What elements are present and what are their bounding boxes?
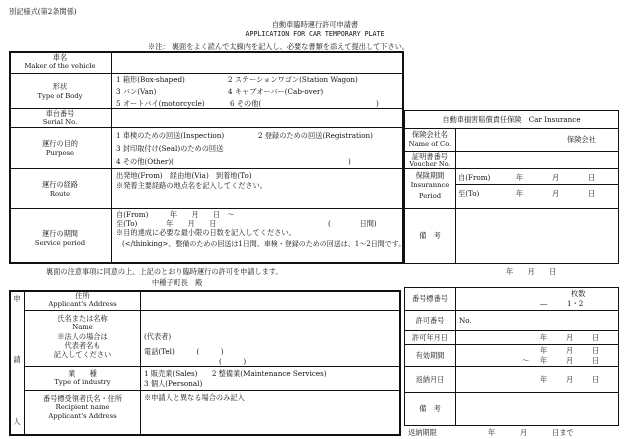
body-type-label-jp: 形状 [52, 82, 68, 91]
declaration-date[interactable]: 年 月 日 [506, 267, 557, 276]
applicant-side-char-2: 請 [13, 355, 21, 364]
insurance-company-suffix: 保険会社 [567, 135, 596, 144]
valid-from-month[interactable]: 月 [566, 346, 574, 355]
voucher-label-en: Voucher No. [409, 160, 451, 168]
purpose-option-other[interactable]: 4 その他(Other)( [116, 157, 174, 166]
return-date-label: 返納月日 [415, 375, 445, 384]
plate-count-label: 枚数 [571, 289, 586, 298]
name-label-jp: 氏名または名称 [57, 314, 108, 323]
insurance-company-label-jp: 保険会社名 [412, 130, 448, 139]
period-days[interactable]: ( 日間) [328, 219, 377, 228]
body-option-cab-over[interactable]: 4 キャブオーバー(Cab-over) [228, 87, 324, 96]
form-label: 別記様式(第2条関係) [9, 7, 77, 16]
industry-label-jp: 業 種 [68, 369, 97, 378]
valid-from-year[interactable]: 年 [540, 346, 548, 355]
body-option-other[interactable]: 6 その他( [230, 99, 262, 108]
period-label-en: Service period [34, 239, 86, 247]
insurance-remarks-field[interactable] [457, 210, 617, 262]
applicant-side-char-3: 人 [13, 417, 21, 426]
insurance-from-month[interactable]: 月 [552, 173, 560, 182]
return-date-year[interactable]: 年 [540, 375, 548, 384]
deadline-year[interactable]: 年 [488, 428, 496, 437]
recipient-label-en2: Applicant's Address [48, 412, 117, 420]
route-field[interactable] [113, 191, 402, 207]
period-label-jp: 運行の期間 [42, 229, 78, 238]
purpose-option-inspection[interactable]: 1 車検のための回送(Inspection) [116, 131, 225, 140]
industry-options-1[interactable]: 1 販売業(Sales) 2 整備業(Maintenance Services) [144, 369, 327, 378]
insurance-remarks-label: 備 考 [419, 231, 441, 240]
permit-date-label: 許可年月日 [412, 333, 448, 342]
industry-options-2[interactable]: 3 個人(Personal) [144, 379, 203, 388]
insurance-period-label-en2: Period [418, 192, 442, 200]
recipient-label-jp: 番号標受領者氏名・住所 [42, 394, 123, 403]
voucher-label-jp: 証明書番号 [412, 152, 448, 161]
valid-period-label: 有効期間 [415, 351, 445, 360]
valid-period-tilde: ～ [522, 356, 530, 365]
period-note2: (</thinking>、整備のための回送は1日間、車検・登録のための回送は、1～2日間です。) [122, 240, 405, 248]
address-field[interactable] [142, 292, 399, 309]
insurance-period-label-en1: Insurannce [410, 181, 450, 189]
deadline-month[interactable]: 月 [520, 428, 528, 437]
body-option-box[interactable]: 1 箱形(Box-shaped) [116, 75, 185, 84]
valid-to-day[interactable]: 日 [592, 356, 600, 365]
serial-label-jp: 車台番号 [45, 109, 75, 118]
insurance-from-day[interactable]: 日 [588, 173, 596, 182]
form-title-jp: 自動車臨時運行許可申請書 [271, 20, 359, 29]
address-label-en: Applicant's Address [48, 300, 117, 308]
name-note-2: 代表者名も [64, 341, 101, 350]
name-field[interactable] [142, 312, 399, 330]
purpose-option-seal[interactable]: 3 封印取付け(Seal)のための回送 [116, 144, 224, 153]
insurance-to-day[interactable]: 日 [588, 189, 596, 198]
valid-to-month[interactable]: 月 [566, 356, 574, 365]
route-label-en: Route [49, 190, 71, 198]
address-label-jp: 住所 [75, 291, 90, 300]
insurance-from-year[interactable]: 年 [516, 173, 524, 182]
route-label-jp: 運行の経路 [42, 180, 78, 189]
permit-no-prefix[interactable]: No. [459, 316, 472, 325]
representative-label: (代表者) [144, 332, 172, 341]
purpose-label-en: Purpose [45, 149, 75, 157]
serial-label-en: Serial No. [42, 118, 78, 126]
plate-no-label: 番号標番号 [412, 294, 448, 303]
vehicle-name-field[interactable] [113, 53, 402, 72]
period-to[interactable]: 至(To) 年 月 日 [116, 219, 217, 228]
serial-field[interactable] [113, 110, 402, 126]
name-label-en: Name [72, 323, 93, 331]
office-remarks-field[interactable] [457, 394, 617, 424]
form-title-en: APPLICATION FOR CAR TEMPORARY PLATE [245, 30, 385, 38]
permit-no-label: 許可番号 [415, 316, 445, 325]
applicant-side-char-1: 申 [13, 294, 21, 303]
body-option-van[interactable]: 3 バン(Van) [116, 87, 157, 96]
permit-date-day[interactable]: 日 [592, 333, 600, 342]
plate-count-value[interactable]: 1・2 [567, 299, 584, 308]
valid-from-day[interactable]: 日 [592, 346, 600, 355]
label-column-divider [111, 51, 112, 264]
insurance-to-month[interactable]: 月 [552, 189, 560, 198]
addressee: 中種子町長 殿 [152, 278, 203, 287]
voucher-field[interactable] [457, 153, 617, 167]
purpose-option-other-close: ) [348, 157, 351, 166]
return-deadline-label: 返納期限 [408, 428, 437, 437]
form-note: ※注： 裏面をよく読んで太線内を記入し、必要な書類を添えて提出して下さい。 [148, 42, 410, 51]
phone-second[interactable]: ( ) [219, 357, 247, 366]
insurance-to-label: 至(To) [458, 189, 480, 198]
phone-label[interactable]: 電話(Tel) ( ) [144, 347, 224, 356]
plate-dash: ― [540, 299, 548, 308]
valid-to-year[interactable]: 年 [540, 356, 548, 365]
office-remarks-label: 備 考 [419, 404, 441, 413]
industry-label-en: Type of industry [54, 378, 111, 386]
declaration-text: 裏面の注意事項に同意の上、上記のとおり臨時運行の許可を申請します。 [46, 267, 283, 276]
deadline-suffix: 日まで [552, 428, 574, 437]
vehicle-name-label-jp: 車名 [52, 53, 68, 62]
insurance-period-label-jp: 保険期間 [415, 171, 445, 180]
body-type-label-en: Type of Body [37, 92, 83, 100]
insurance-from-label: 自(From) [458, 173, 491, 182]
purpose-label-jp: 運行の目的 [42, 139, 78, 148]
permit-date-year[interactable]: 年 [540, 333, 548, 342]
body-option-motorcycle[interactable]: 5 オートバイ(motorcycle) [116, 99, 205, 108]
vehicle-name-label-en: Maker of the vehicle [24, 62, 96, 70]
period-note1: ※目的達成に必要な最小限の日数を記入してください。 [116, 228, 296, 237]
route-line2: ※発着主要経路の地点名を記入してください。 [116, 181, 267, 190]
insurance-header: 自動車損害賠償責任保険 Car Insurance [442, 115, 581, 124]
name-note-3: 記入してください [53, 350, 112, 359]
name-note-1: ※法人の場合は [57, 332, 108, 341]
body-option-other-close: ) [376, 99, 379, 108]
recipient-field[interactable] [142, 403, 399, 434]
recipient-label-en1: Recipient name [55, 403, 110, 411]
recipient-note: ※申請人と異なる場合のみ記入 [144, 393, 245, 402]
return-date-day[interactable]: 日 [592, 375, 600, 384]
return-date-month[interactable]: 月 [566, 375, 574, 384]
insurance-to-year[interactable]: 年 [516, 189, 524, 198]
permit-date-month[interactable]: 月 [566, 333, 574, 342]
insurance-company-field[interactable] [457, 130, 563, 149]
insurance-company-label-en: Name of Co. [408, 140, 452, 148]
body-option-station-wagon[interactable]: 2 ステーションワゴン(Station Wagon) [228, 75, 358, 84]
period-from[interactable]: 自(From) 年 月 日 ～ [116, 210, 235, 219]
purpose-option-registration[interactable]: 2 登録のための回送(Registration) [258, 131, 373, 140]
route-line1: 出発地(From) 経由地(Via) 到着地(To) [116, 171, 252, 180]
